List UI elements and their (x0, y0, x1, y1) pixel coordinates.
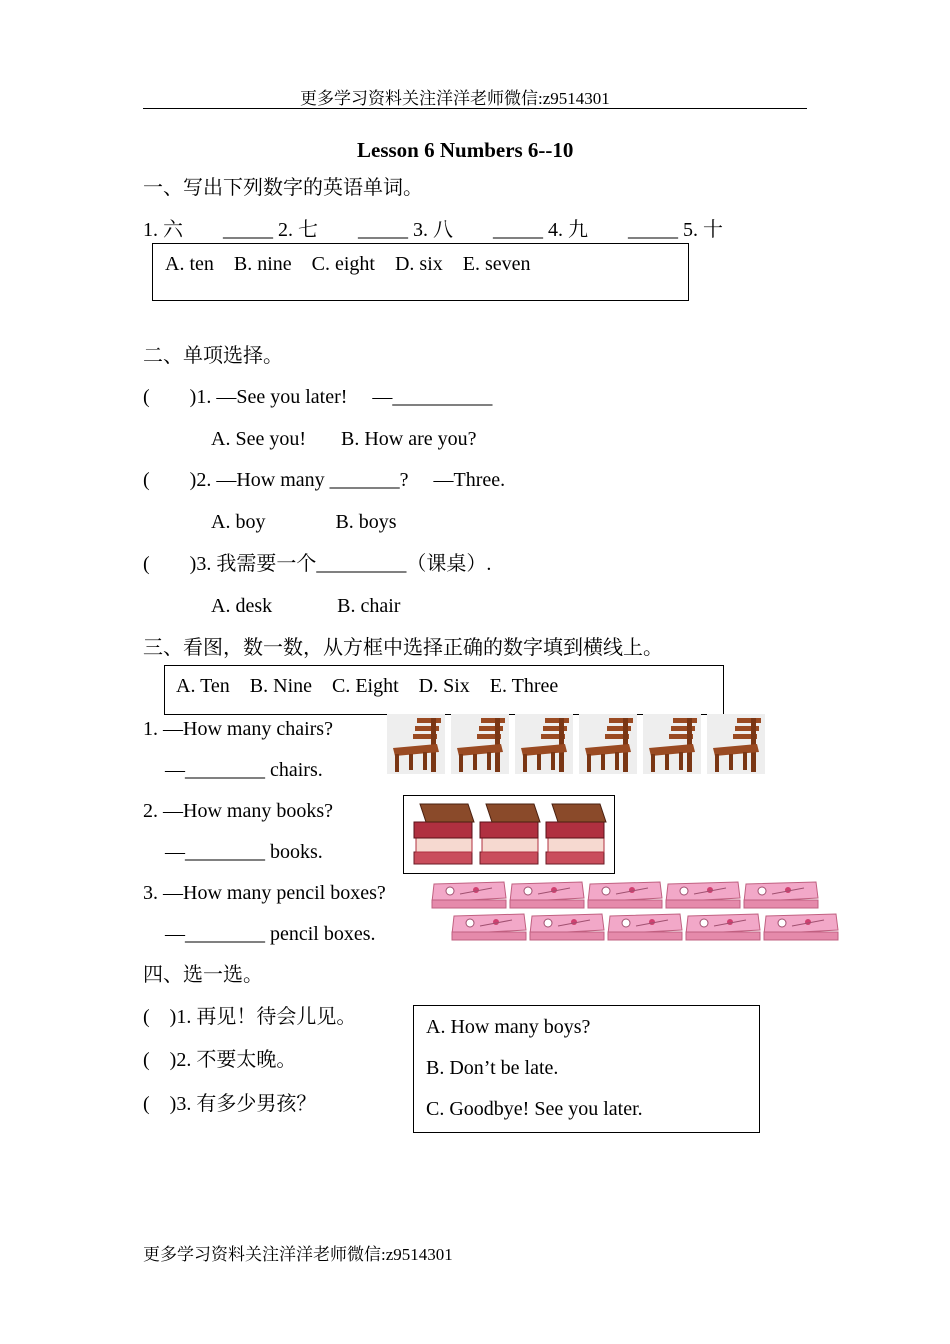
section1-options-box (152, 243, 689, 301)
section3-q3: 3. —How many pencil boxes? (143, 882, 386, 904)
section3-options-box (164, 665, 724, 715)
header-note: 更多学习资料关注洋洋老师微信:z9514301 (300, 89, 610, 108)
chair-icon (451, 714, 509, 774)
section3-q1: 1. —How many chairs? (143, 718, 333, 740)
section1-options: A. ten B. nine C. eight D. six E. seven (165, 253, 531, 275)
header-divider (143, 108, 807, 109)
pencil-box-icon (432, 882, 506, 908)
section2-q2-options: A. boy B. boys (211, 511, 397, 533)
section3-heading: 三、看图，数一数，从方框中选择正确的数字填到横线上。 (143, 637, 663, 659)
section4-option-a: A. How many boys? (426, 1016, 591, 1038)
book-stack-icon (480, 804, 540, 864)
section2-heading: 二、单项选择。 (143, 345, 283, 367)
footer-note: 更多学习资料关注洋洋老师微信:z9514301 (143, 1245, 453, 1264)
section3-a3: —________ pencil boxes. (165, 923, 376, 945)
pencil-box-icon (686, 914, 760, 940)
books-picture (403, 795, 615, 874)
section1-heading: 一、写出下列数字的英语单词。 (143, 177, 423, 199)
section4-options-box (413, 1005, 760, 1133)
page-title: Lesson 6 Numbers 6--10 (357, 138, 574, 162)
section3-q2: 2. —How many books? (143, 800, 333, 822)
section4-option-c: C. Goodbye! See you later. (426, 1098, 643, 1120)
pencil-boxes-picture (428, 878, 842, 944)
pencil-box-icon (666, 882, 740, 908)
chair-icon (579, 714, 637, 774)
pencil-box-icon (744, 882, 818, 908)
section3-a1: —________ chairs. (165, 759, 323, 781)
section3-options: A. Ten B. Nine C. Eight D. Six E. Three (176, 675, 559, 697)
pencil-box-icon (608, 914, 682, 940)
book-stack-icon (546, 804, 606, 864)
chair-icon (707, 714, 765, 774)
book-stack-icon (414, 804, 474, 864)
section2-q3: ( )3. 我需要一个_________（课桌）. (143, 553, 492, 575)
pencil-box-icon (764, 914, 838, 940)
section2-q2: ( )2. —How many _______? —Three. (143, 469, 506, 491)
section4-heading: 四、选一选。 (143, 964, 263, 986)
section2-q1: ( )1. —See you later! —__________ (143, 386, 493, 408)
section2-q1-options: A. See you! B. How are you? (211, 428, 477, 450)
pencil-box-icon (510, 882, 584, 908)
chair-icon (643, 714, 701, 774)
chair-icon (387, 714, 445, 774)
pencil-box-icon (588, 882, 662, 908)
pencil-box-icon (530, 914, 604, 940)
section2-q3-options: A. desk B. chair (211, 595, 401, 617)
pencil-box-icon (452, 914, 526, 940)
chairs-picture (385, 714, 775, 774)
section4-q1: ( )1. 再见！待会儿见。 (143, 1006, 357, 1028)
section1-line: 1. 六 _____ 2. 七 _____ 3. 八 _____ 4. 九 _____ 5. 十 (143, 219, 723, 241)
section4-q2: ( )2. 不要太晚。 (143, 1049, 297, 1071)
section4-q3: ( )3. 有多少男孩？ (143, 1093, 317, 1115)
chair-icon (515, 714, 573, 774)
section3-a2: —________ books. (165, 841, 323, 863)
section4-option-b: B. Don’t be late. (426, 1057, 559, 1079)
